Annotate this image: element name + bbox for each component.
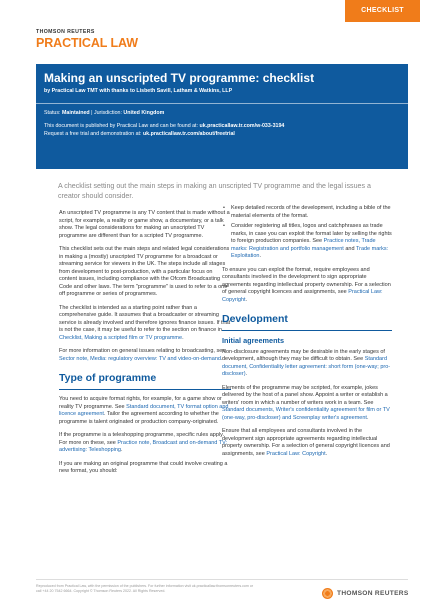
paragraph-end: .: [245, 371, 248, 377]
jurisdiction-label: | Jurisdiction:: [89, 110, 124, 116]
right-column: [222, 205, 392, 464]
checklist-scripted-link[interactable]: Checklist, Making a scripted film or TV programme: [59, 334, 183, 341]
paragraph-text: If the programme is a teleshopping programme, specific rules apply. For more on these, see: [59, 432, 224, 446]
paragraph-text: For more information on general issues relating to broadcasting, see: [59, 348, 226, 354]
list-item: [222, 223, 392, 261]
left-column: [59, 210, 231, 482]
footer-copyright: Reproduced from Practical Law, with the permission of the publishers. For further information visit uk.practicallaw.thomsonreuters.com or call +44 20 7542 6664. Copyright © Thomson Reuters 2022. All Rights Reserved.: [36, 584, 254, 593]
paragraph: [59, 396, 231, 426]
paragraph-text: Non-disclosure agreements may be desirable in the early stages of development, although they may be difficult to obtain. See: [222, 348, 385, 362]
section-heading-type: Type of programme: [59, 372, 157, 384]
status-label: Status:: [44, 110, 62, 116]
heading-divider: [222, 330, 392, 331]
paragraph: [222, 385, 392, 423]
jurisdiction-value: United Kingdom: [123, 110, 165, 116]
checklist-tag: CHECKLIST: [345, 0, 420, 22]
thomson-reuters-logo-icon: [322, 588, 333, 599]
pub-text: This document is published by Practical Law and can be found at:: [44, 123, 200, 129]
trade-marks-registration-link[interactable]: Practice notes, Trade marks: Registration and portfolio management: [231, 238, 376, 252]
section-heading-development: Development: [222, 313, 288, 325]
paragraph-end: . Tailor the agreement according to whether the programme is talent originated or production company-originated.: [59, 411, 219, 425]
footer-logo-text: THOMSON REUTERS: [337, 590, 409, 597]
paragraph: [59, 305, 231, 343]
paragraph-end: .: [366, 414, 369, 421]
paragraph-end: .: [182, 334, 184, 341]
list-item-mid: and: [343, 245, 356, 252]
subheading-initial-agreements: Initial agreements: [222, 336, 285, 345]
bullet-list: [222, 205, 392, 261]
publication-info: [44, 123, 400, 138]
writer-agreement-link[interactable]: Standard documents, Writer's confidentiality agreement for film or TV (one-way, pro-discloser) and Screenplay writer's agreement: [222, 407, 390, 421]
paragraph: If you are making an original programme that could involve creating a new format, you should:: [59, 460, 228, 474]
list-item: • Keep detailed records of the development, including a bible of the material elements of the format.: [222, 205, 392, 220]
status-value: Maintained: [61, 110, 90, 116]
tv-format-agreement-link[interactable]: Standard document, TV format option and licence agreement: [59, 403, 229, 417]
paragraph: [222, 428, 392, 458]
paragraph: [59, 348, 231, 363]
confidentiality-letter-link[interactable]: Standard document, Confidentiality letter agreement: short form (one-way; pro-discloser): [222, 356, 391, 377]
list-item-end: .: [259, 253, 261, 259]
copyright-link[interactable]: Practical Law: Copyright: [266, 450, 326, 457]
intro-summary: A checklist setting out the main steps in making an unscripted TV programme and the legal issues a creator should consider.: [58, 182, 371, 201]
footer-divider: [36, 579, 408, 580]
trade-marks-exploitation-link[interactable]: Trade marks: Exploitation: [231, 245, 389, 259]
pub-url-link[interactable]: uk.practicallaw.tr.com/w-033-3194: [199, 123, 285, 129]
document-title: Making an unscripted TV programme: checklist: [44, 71, 315, 85]
teleshopping-link[interactable]: Practice note, Broadcast and on-demand TV: advertising: Teleshopping: [59, 439, 228, 453]
banner-divider: [36, 103, 408, 104]
paragraph-end: .: [220, 355, 223, 362]
paragraph-text: Ensure that all employees and consultants involved in the development sign appropriate agreements regarding intellectual property ownership. For a selection of general copyright licences and assignments, see: [222, 428, 390, 457]
paragraph: [222, 267, 392, 305]
paragraph-end: .: [245, 296, 248, 303]
paragraph-text: Elements of the programme may be scripted, for example, jokes delivered by the host of a panel show. Appoint a writer or establish a writers' room in which a number of writers work in a team. See: [222, 384, 388, 406]
paragraph: This checklist sets out the main steps and related legal considerations in making a (mostly) unscripted TV programme for a broadcast or streaming service for viewers in the UK. The steps include all stages from development to post-production, with a particular focus on content issues, including compliance with the Ofcom Broadcasting Code and other laws. The term "programme" is used to refer to a one-off programme or series of programmes.: [59, 246, 230, 297]
list-item-text: Consider registering all titles, logos and catchphrases as trade marks, in case you can exploit the format later by selling the rights to foreign production companies. See: [231, 223, 392, 244]
brand-logo: [36, 29, 138, 50]
trial-text: Request a free trial and demonstration at:: [44, 130, 143, 137]
paragraph: [222, 349, 392, 379]
footer-logo: [322, 588, 409, 599]
paragraph-text: You need to acquire format rights, for example, for a game show or reality TV programme. See: [59, 396, 222, 410]
paragraph-text: The checklist is intended as a starting point rather than a comprehensive guide. It assumes that a broadcaster or streaming service is already involved and therefore ignores finance issues. If that is not the case, it may be useful to refer to the section on finance in: [59, 304, 231, 333]
paragraph: An unscripted TV programme is any TV content that is made without a script, for example, a reality or game show, a documentary, or a talk show. The legal considerations for making an unscripted TV programme are different than for a scripted TV programme.: [59, 210, 230, 239]
title-banner: [36, 64, 408, 169]
brand-company: THOMSON REUTERS: [36, 29, 95, 35]
byline: by Practical Law TMT with thanks to Lisbeth Savill, Latham & Watkins, LLP: [44, 88, 233, 94]
trial-url-link[interactable]: uk.practicallaw.tr.com/about/freetrial: [142, 130, 235, 137]
sector-note-link[interactable]: Sector note, Media: regulatory overview: TV and video-on-demand: [59, 355, 221, 362]
status-line: [44, 110, 400, 116]
brand-product: PRACTICAL LAW: [36, 36, 138, 50]
paragraph: [59, 432, 231, 455]
heading-divider: [59, 389, 231, 390]
paragraph-end: .: [325, 450, 328, 457]
copyright-link[interactable]: Practical Law: Copyright: [222, 289, 383, 303]
paragraph-text: To ensure you can exploit the format, require employees and consultants involved in the development to sign appropriate agreements regarding intellectual property ownership. For a selection of general copyright licences and assignments, see: [222, 266, 391, 295]
paragraph-end: .: [120, 447, 123, 453]
